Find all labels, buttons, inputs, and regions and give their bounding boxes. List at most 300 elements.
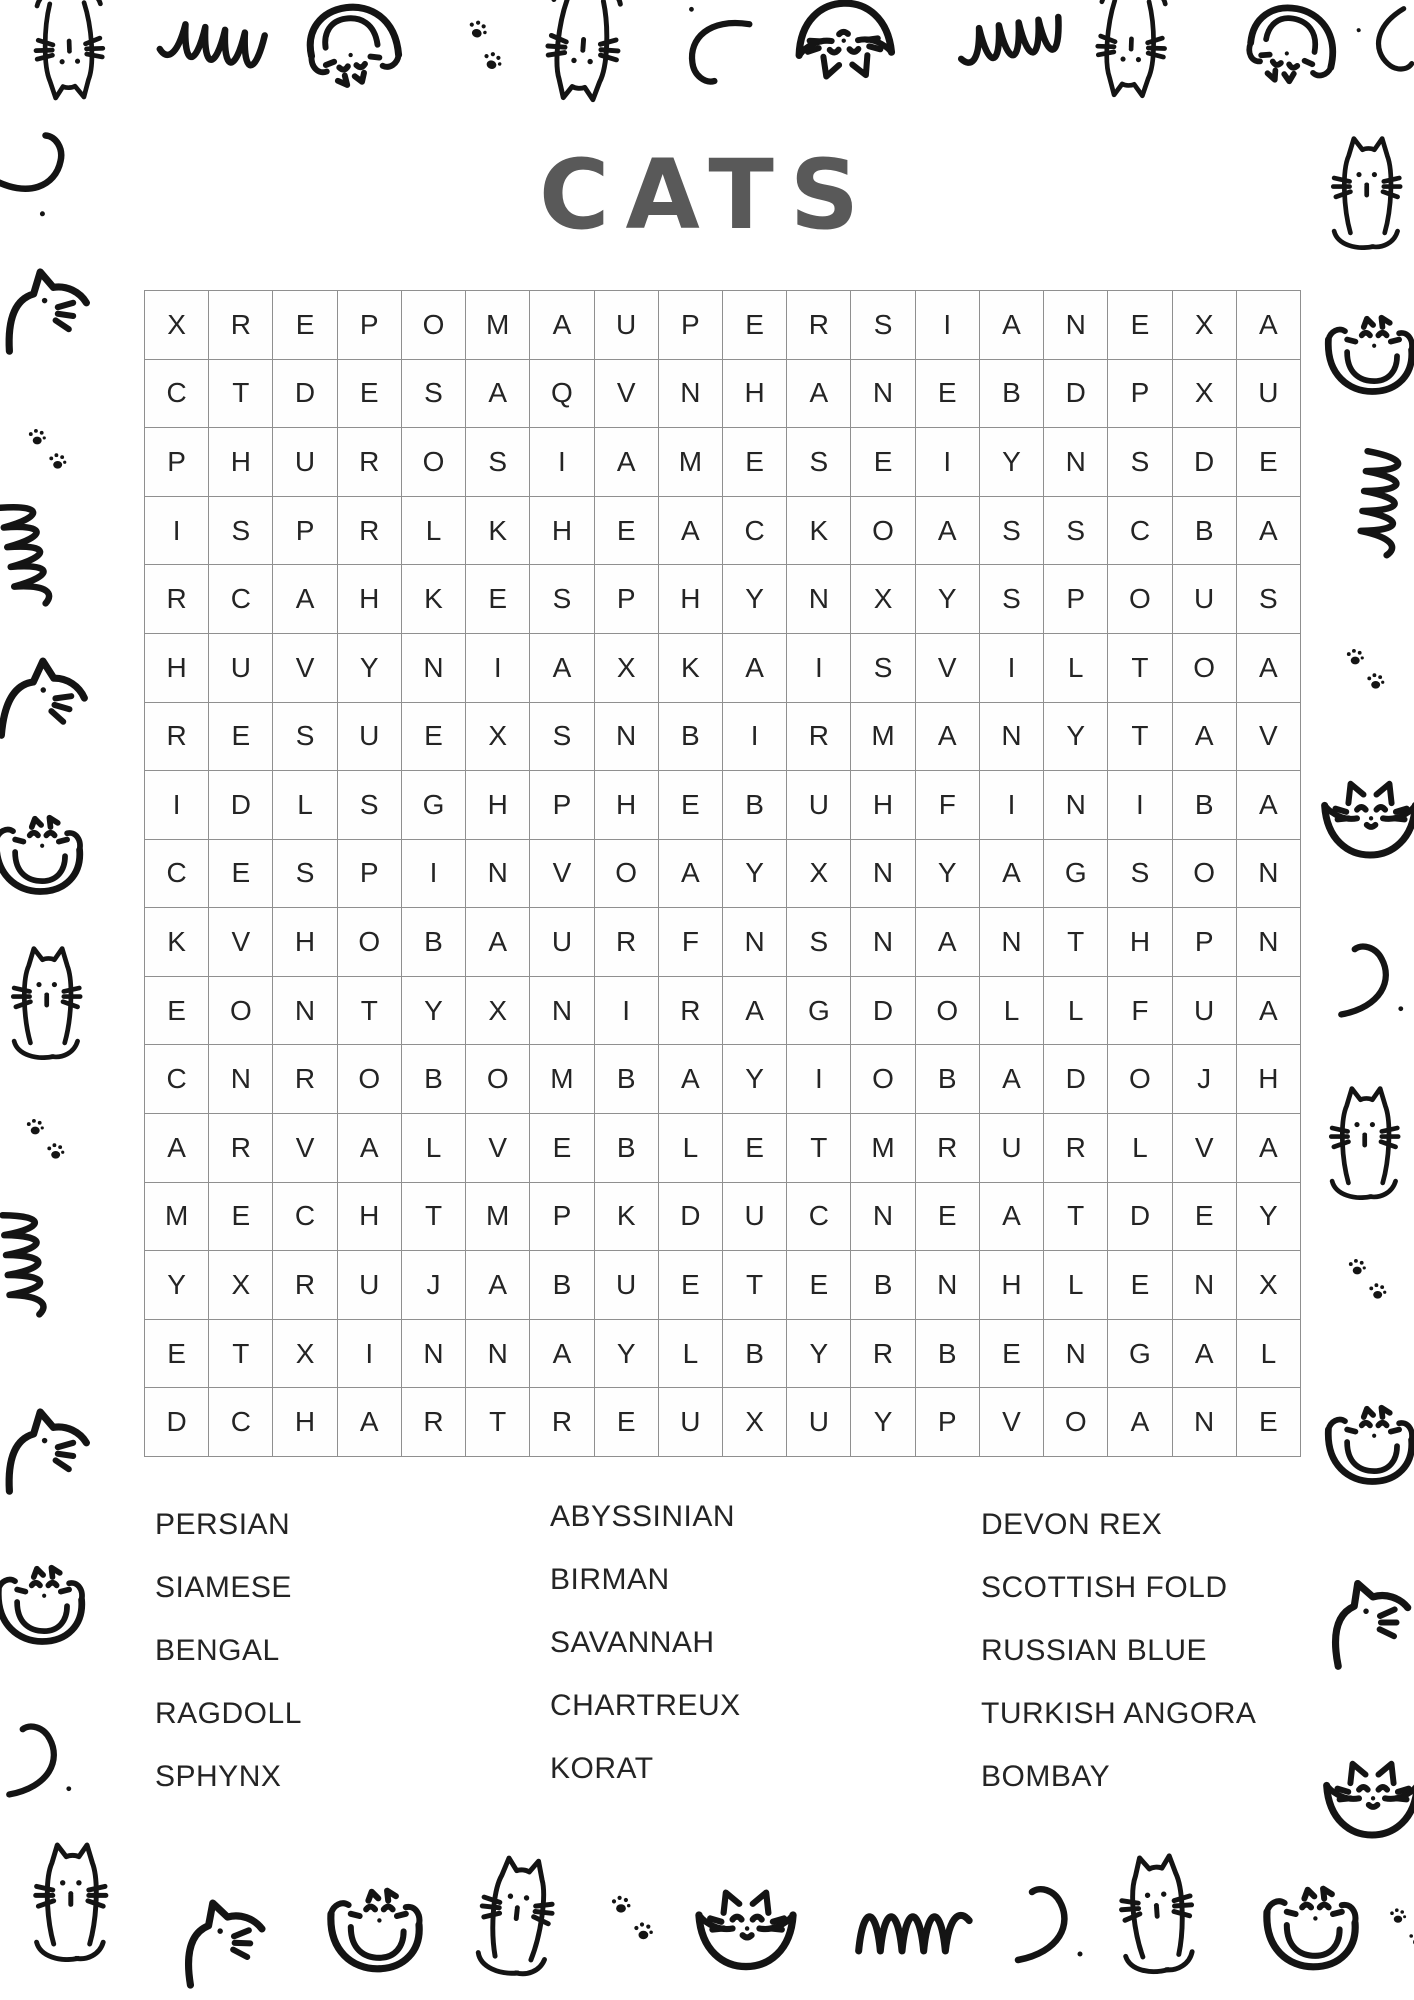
grid-cell[interactable]: O xyxy=(466,1045,530,1114)
grid-cell[interactable]: O xyxy=(1173,840,1237,909)
grid-cell[interactable]: U xyxy=(530,908,594,977)
grid-cell[interactable]: A xyxy=(595,428,659,497)
grid-cell[interactable]: E xyxy=(723,1114,787,1183)
grid-cell[interactable]: H xyxy=(530,497,594,566)
grid-cell[interactable]: A xyxy=(466,1251,530,1320)
grid-cell[interactable]: S xyxy=(273,703,337,772)
grid-cell[interactable]: N xyxy=(466,840,530,909)
grid-cell[interactable]: B xyxy=(530,1251,594,1320)
grid-cell[interactable]: U xyxy=(595,291,659,360)
grid-cell[interactable]: A xyxy=(1237,291,1301,360)
grid-cell[interactable]: N xyxy=(273,977,337,1046)
grid-cell[interactable]: O xyxy=(402,428,466,497)
grid-cell[interactable]: X xyxy=(851,565,915,634)
grid-cell[interactable]: S xyxy=(273,840,337,909)
grid-cell[interactable]: S xyxy=(787,908,851,977)
grid-cell[interactable]: T xyxy=(1108,634,1172,703)
grid-cell[interactable]: I xyxy=(787,1045,851,1114)
grid-cell[interactable]: U xyxy=(723,1183,787,1252)
grid-cell[interactable]: G xyxy=(1108,1320,1172,1389)
grid-cell[interactable]: L xyxy=(1044,977,1108,1046)
grid-cell[interactable]: V xyxy=(530,840,594,909)
grid-cell[interactable]: E xyxy=(1108,1251,1172,1320)
grid-cell[interactable]: M xyxy=(466,1183,530,1252)
grid-cell[interactable]: A xyxy=(1108,1388,1172,1457)
grid-cell[interactable]: E xyxy=(980,1320,1044,1389)
grid-cell[interactable]: E xyxy=(1173,1183,1237,1252)
grid-cell[interactable]: U xyxy=(1173,565,1237,634)
grid-cell[interactable]: A xyxy=(1237,634,1301,703)
grid-cell[interactable]: J xyxy=(402,1251,466,1320)
grid-cell[interactable]: P xyxy=(916,1388,980,1457)
grid-cell[interactable]: N xyxy=(402,634,466,703)
grid-cell[interactable]: S xyxy=(1108,840,1172,909)
grid-cell[interactable]: N xyxy=(1044,291,1108,360)
grid-cell[interactable]: T xyxy=(1044,1183,1108,1252)
grid-cell[interactable]: N xyxy=(851,908,915,977)
grid-cell[interactable]: V xyxy=(1173,1114,1237,1183)
grid-cell[interactable]: T xyxy=(723,1251,787,1320)
grid-cell[interactable]: D xyxy=(145,1388,209,1457)
grid-cell[interactable]: A xyxy=(530,1320,594,1389)
grid-cell[interactable]: E xyxy=(338,360,402,429)
grid-cell[interactable]: Y xyxy=(402,977,466,1046)
grid-cell[interactable]: U xyxy=(980,1114,1044,1183)
grid-cell[interactable]: A xyxy=(980,840,1044,909)
grid-cell[interactable]: T xyxy=(209,360,273,429)
grid-cell[interactable]: V xyxy=(595,360,659,429)
grid-cell[interactable]: C xyxy=(787,1183,851,1252)
grid-cell[interactable]: S xyxy=(1237,565,1301,634)
grid-cell[interactable]: A xyxy=(659,840,723,909)
grid-cell[interactable]: U xyxy=(659,1388,723,1457)
grid-cell[interactable]: A xyxy=(1237,1114,1301,1183)
grid-cell[interactable]: J xyxy=(1173,1045,1237,1114)
grid-cell[interactable]: K xyxy=(466,497,530,566)
grid-cell[interactable]: A xyxy=(916,908,980,977)
grid-cell[interactable]: E xyxy=(1237,428,1301,497)
grid-cell[interactable]: M xyxy=(851,1114,915,1183)
grid-cell[interactable]: Y xyxy=(723,840,787,909)
grid-cell[interactable]: U xyxy=(338,703,402,772)
grid-cell[interactable]: I xyxy=(402,840,466,909)
grid-cell[interactable]: B xyxy=(723,1320,787,1389)
grid-cell[interactable]: C xyxy=(723,497,787,566)
grid-cell[interactable]: X xyxy=(723,1388,787,1457)
grid-cell[interactable]: D xyxy=(1044,360,1108,429)
grid-cell[interactable]: A xyxy=(466,908,530,977)
grid-cell[interactable]: I xyxy=(916,291,980,360)
grid-cell[interactable]: N xyxy=(1237,840,1301,909)
grid-cell[interactable]: I xyxy=(595,977,659,1046)
grid-cell[interactable]: K xyxy=(659,634,723,703)
grid-cell[interactable]: D xyxy=(1044,1045,1108,1114)
grid-cell[interactable]: A xyxy=(916,703,980,772)
grid-cell[interactable]: V xyxy=(916,634,980,703)
grid-cell[interactable]: A xyxy=(1237,977,1301,1046)
grid-cell[interactable]: R xyxy=(338,428,402,497)
grid-cell[interactable]: L xyxy=(1044,1251,1108,1320)
grid-cell[interactable]: E xyxy=(466,565,530,634)
grid-cell[interactable]: H xyxy=(338,1183,402,1252)
grid-cell[interactable]: P xyxy=(273,497,337,566)
grid-cell[interactable]: I xyxy=(787,634,851,703)
grid-cell[interactable]: N xyxy=(723,908,787,977)
grid-cell[interactable]: B xyxy=(659,703,723,772)
grid-cell[interactable]: B xyxy=(595,1045,659,1114)
grid-cell[interactable]: B xyxy=(402,908,466,977)
grid-cell[interactable]: N xyxy=(851,840,915,909)
grid-cell[interactable]: H xyxy=(145,634,209,703)
grid-cell[interactable]: A xyxy=(338,1388,402,1457)
grid-cell[interactable]: S xyxy=(466,428,530,497)
grid-cell[interactable]: D xyxy=(851,977,915,1046)
grid-cell[interactable]: P xyxy=(1108,360,1172,429)
grid-cell[interactable]: H xyxy=(273,1388,337,1457)
grid-cell[interactable]: B xyxy=(851,1251,915,1320)
grid-cell[interactable]: L xyxy=(402,1114,466,1183)
grid-cell[interactable]: O xyxy=(338,908,402,977)
grid-cell[interactable]: B xyxy=(723,771,787,840)
grid-cell[interactable]: N xyxy=(1173,1388,1237,1457)
grid-cell[interactable]: B xyxy=(595,1114,659,1183)
grid-cell[interactable]: E xyxy=(145,977,209,1046)
grid-cell[interactable]: R xyxy=(145,565,209,634)
grid-cell[interactable]: N xyxy=(595,703,659,772)
grid-cell[interactable]: T xyxy=(1108,703,1172,772)
grid-cell[interactable]: S xyxy=(1044,497,1108,566)
grid-cell[interactable]: I xyxy=(723,703,787,772)
grid-cell[interactable]: C xyxy=(1108,497,1172,566)
grid-cell[interactable]: A xyxy=(1173,703,1237,772)
grid-cell[interactable]: T xyxy=(466,1388,530,1457)
grid-cell[interactable]: G xyxy=(402,771,466,840)
grid-cell[interactable]: A xyxy=(145,1114,209,1183)
grid-cell[interactable]: V xyxy=(209,908,273,977)
grid-cell[interactable]: M xyxy=(851,703,915,772)
grid-cell[interactable]: A xyxy=(1173,1320,1237,1389)
grid-cell[interactable]: A xyxy=(787,360,851,429)
grid-cell[interactable]: R xyxy=(659,977,723,1046)
grid-cell[interactable]: E xyxy=(209,1183,273,1252)
grid-cell[interactable]: S xyxy=(338,771,402,840)
grid-cell[interactable]: E xyxy=(659,1251,723,1320)
grid-cell[interactable]: I xyxy=(145,497,209,566)
grid-cell[interactable]: Y xyxy=(916,565,980,634)
grid-cell[interactable]: V xyxy=(1237,703,1301,772)
grid-cell[interactable]: M xyxy=(659,428,723,497)
grid-cell[interactable]: N xyxy=(209,1045,273,1114)
grid-cell[interactable]: S xyxy=(530,703,594,772)
grid-cell[interactable]: P xyxy=(530,771,594,840)
grid-cell[interactable]: A xyxy=(530,634,594,703)
grid-cell[interactable]: O xyxy=(209,977,273,1046)
grid-cell[interactable]: A xyxy=(1237,771,1301,840)
grid-cell[interactable]: S xyxy=(980,565,1044,634)
grid-cell[interactable]: H xyxy=(209,428,273,497)
grid-cell[interactable]: X xyxy=(273,1320,337,1389)
grid-cell[interactable]: O xyxy=(916,977,980,1046)
grid-cell[interactable]: I xyxy=(530,428,594,497)
grid-cell[interactable]: R xyxy=(787,291,851,360)
grid-cell[interactable]: L xyxy=(1237,1320,1301,1389)
grid-cell[interactable]: A xyxy=(659,497,723,566)
grid-cell[interactable]: H xyxy=(1237,1045,1301,1114)
grid-cell[interactable]: M xyxy=(466,291,530,360)
grid-cell[interactable]: E xyxy=(723,428,787,497)
grid-cell[interactable]: D xyxy=(1108,1183,1172,1252)
grid-cell[interactable]: V xyxy=(466,1114,530,1183)
grid-cell[interactable]: O xyxy=(1044,1388,1108,1457)
grid-cell[interactable]: E xyxy=(209,703,273,772)
grid-cell[interactable]: S xyxy=(1108,428,1172,497)
grid-cell[interactable]: R xyxy=(209,291,273,360)
grid-cell[interactable]: R xyxy=(145,703,209,772)
grid-cell[interactable]: E xyxy=(916,1183,980,1252)
grid-cell[interactable]: E xyxy=(530,1114,594,1183)
grid-cell[interactable]: E xyxy=(659,771,723,840)
grid-cell[interactable]: F xyxy=(1108,977,1172,1046)
grid-cell[interactable]: H xyxy=(723,360,787,429)
grid-cell[interactable]: D xyxy=(1173,428,1237,497)
grid-cell[interactable]: B xyxy=(980,360,1044,429)
grid-cell[interactable]: X xyxy=(595,634,659,703)
grid-cell[interactable]: U xyxy=(338,1251,402,1320)
grid-cell[interactable]: L xyxy=(659,1114,723,1183)
grid-cell[interactable]: A xyxy=(530,291,594,360)
grid-cell[interactable]: L xyxy=(1044,634,1108,703)
grid-cell[interactable]: D xyxy=(659,1183,723,1252)
grid-cell[interactable]: U xyxy=(787,771,851,840)
grid-cell[interactable]: I xyxy=(338,1320,402,1389)
grid-cell[interactable]: Y xyxy=(145,1251,209,1320)
grid-cell[interactable]: A xyxy=(980,1045,1044,1114)
grid-cell[interactable]: P xyxy=(1173,908,1237,977)
grid-cell[interactable]: U xyxy=(1173,977,1237,1046)
grid-cell[interactable]: P xyxy=(595,565,659,634)
grid-cell[interactable]: A xyxy=(723,634,787,703)
grid-cell[interactable]: V xyxy=(273,634,337,703)
grid-cell[interactable]: N xyxy=(851,1183,915,1252)
grid-cell[interactable]: X xyxy=(466,703,530,772)
grid-cell[interactable]: V xyxy=(980,1388,1044,1457)
grid-cell[interactable]: G xyxy=(787,977,851,1046)
grid-cell[interactable]: I xyxy=(980,634,1044,703)
grid-cell[interactable]: T xyxy=(338,977,402,1046)
grid-cell[interactable]: E xyxy=(273,291,337,360)
grid-cell[interactable]: N xyxy=(1237,908,1301,977)
grid-cell[interactable]: S xyxy=(530,565,594,634)
grid-cell[interactable]: O xyxy=(1108,565,1172,634)
grid-cell[interactable]: X xyxy=(1173,291,1237,360)
grid-cell[interactable]: P xyxy=(1044,565,1108,634)
grid-cell[interactable]: B xyxy=(916,1320,980,1389)
grid-cell[interactable]: Y xyxy=(916,840,980,909)
grid-cell[interactable]: P xyxy=(530,1183,594,1252)
grid-cell[interactable]: E xyxy=(1108,291,1172,360)
grid-cell[interactable]: T xyxy=(787,1114,851,1183)
grid-cell[interactable]: F xyxy=(659,908,723,977)
grid-cell[interactable]: R xyxy=(273,1045,337,1114)
grid-cell[interactable]: B xyxy=(402,1045,466,1114)
grid-cell[interactable]: H xyxy=(273,908,337,977)
grid-cell[interactable]: P xyxy=(659,291,723,360)
grid-cell[interactable]: C xyxy=(273,1183,337,1252)
grid-cell[interactable]: E xyxy=(209,840,273,909)
grid-cell[interactable]: S xyxy=(851,291,915,360)
grid-cell[interactable]: C xyxy=(209,1388,273,1457)
grid-cell[interactable]: K xyxy=(145,908,209,977)
grid-cell[interactable]: R xyxy=(595,908,659,977)
grid-cell[interactable]: L xyxy=(1108,1114,1172,1183)
grid-cell[interactable]: Y xyxy=(723,1045,787,1114)
grid-cell[interactable]: H xyxy=(980,1251,1044,1320)
grid-cell[interactable]: N xyxy=(1173,1251,1237,1320)
grid-cell[interactable]: H xyxy=(338,565,402,634)
grid-cell[interactable]: V xyxy=(273,1114,337,1183)
grid-cell[interactable]: E xyxy=(723,291,787,360)
grid-cell[interactable]: X xyxy=(209,1251,273,1320)
grid-cell[interactable]: Q xyxy=(530,360,594,429)
grid-cell[interactable]: R xyxy=(851,1320,915,1389)
grid-cell[interactable]: S xyxy=(787,428,851,497)
grid-cell[interactable]: P xyxy=(145,428,209,497)
grid-cell[interactable]: R xyxy=(209,1114,273,1183)
grid-cell[interactable]: Y xyxy=(787,1320,851,1389)
grid-cell[interactable]: H xyxy=(659,565,723,634)
grid-cell[interactable]: A xyxy=(723,977,787,1046)
grid-cell[interactable]: I xyxy=(980,771,1044,840)
grid-cell[interactable]: O xyxy=(338,1045,402,1114)
grid-cell[interactable]: K xyxy=(595,1183,659,1252)
grid-cell[interactable]: U xyxy=(1237,360,1301,429)
grid-cell[interactable]: S xyxy=(209,497,273,566)
grid-cell[interactable]: O xyxy=(1173,634,1237,703)
grid-cell[interactable]: X xyxy=(787,840,851,909)
grid-cell[interactable]: L xyxy=(273,771,337,840)
grid-cell[interactable]: E xyxy=(851,428,915,497)
grid-cell[interactable]: A xyxy=(466,360,530,429)
grid-cell[interactable]: K xyxy=(402,565,466,634)
grid-cell[interactable]: Y xyxy=(595,1320,659,1389)
grid-cell[interactable]: R xyxy=(1044,1114,1108,1183)
grid-cell[interactable]: R xyxy=(916,1114,980,1183)
grid-cell[interactable]: R xyxy=(338,497,402,566)
grid-cell[interactable]: H xyxy=(466,771,530,840)
grid-cell[interactable]: R xyxy=(402,1388,466,1457)
grid-cell[interactable]: U xyxy=(273,428,337,497)
grid-cell[interactable]: I xyxy=(916,428,980,497)
grid-cell[interactable]: E xyxy=(1237,1388,1301,1457)
grid-cell[interactable]: E xyxy=(595,497,659,566)
grid-cell[interactable]: C xyxy=(209,565,273,634)
grid-cell[interactable]: H xyxy=(1108,908,1172,977)
grid-cell[interactable]: N xyxy=(1044,771,1108,840)
grid-cell[interactable]: O xyxy=(851,497,915,566)
grid-cell[interactable]: N xyxy=(980,908,1044,977)
grid-cell[interactable]: X xyxy=(145,291,209,360)
grid-cell[interactable]: X xyxy=(1237,1251,1301,1320)
grid-cell[interactable]: T xyxy=(402,1183,466,1252)
grid-cell[interactable]: A xyxy=(338,1114,402,1183)
grid-cell[interactable]: R xyxy=(530,1388,594,1457)
grid-cell[interactable]: H xyxy=(851,771,915,840)
grid-cell[interactable]: E xyxy=(595,1388,659,1457)
grid-cell[interactable]: N xyxy=(916,1251,980,1320)
grid-cell[interactable]: E xyxy=(916,360,980,429)
grid-cell[interactable]: C xyxy=(145,360,209,429)
grid-cell[interactable]: S xyxy=(980,497,1044,566)
grid-cell[interactable]: N xyxy=(980,703,1044,772)
grid-cell[interactable]: R xyxy=(787,703,851,772)
grid-cell[interactable]: A xyxy=(1237,497,1301,566)
grid-cell[interactable]: N xyxy=(466,1320,530,1389)
grid-cell[interactable]: D xyxy=(273,360,337,429)
grid-cell[interactable]: A xyxy=(980,1183,1044,1252)
grid-cell[interactable]: L xyxy=(980,977,1044,1046)
grid-cell[interactable]: M xyxy=(530,1045,594,1114)
grid-cell[interactable]: D xyxy=(209,771,273,840)
grid-cell[interactable]: O xyxy=(402,291,466,360)
grid-cell[interactable]: S xyxy=(851,634,915,703)
grid-cell[interactable]: X xyxy=(466,977,530,1046)
grid-cell[interactable]: U xyxy=(787,1388,851,1457)
grid-cell[interactable]: E xyxy=(145,1320,209,1389)
grid-cell[interactable]: B xyxy=(1173,771,1237,840)
grid-cell[interactable]: I xyxy=(466,634,530,703)
grid-cell[interactable]: N xyxy=(659,360,723,429)
grid-cell[interactable]: B xyxy=(1173,497,1237,566)
grid-cell[interactable]: H xyxy=(595,771,659,840)
grid-cell[interactable]: T xyxy=(1044,908,1108,977)
grid-cell[interactable]: A xyxy=(916,497,980,566)
grid-cell[interactable]: U xyxy=(209,634,273,703)
grid-cell[interactable]: Y xyxy=(338,634,402,703)
grid-cell[interactable]: I xyxy=(145,771,209,840)
grid-cell[interactable]: A xyxy=(273,565,337,634)
grid-cell[interactable]: M xyxy=(145,1183,209,1252)
grid-cell[interactable]: F xyxy=(916,771,980,840)
grid-cell[interactable]: A xyxy=(659,1045,723,1114)
grid-cell[interactable]: P xyxy=(338,840,402,909)
grid-cell[interactable]: A xyxy=(980,291,1044,360)
grid-cell[interactable]: K xyxy=(787,497,851,566)
grid-cell[interactable]: Y xyxy=(980,428,1044,497)
grid-cell[interactable]: Y xyxy=(1237,1183,1301,1252)
grid-cell[interactable]: N xyxy=(530,977,594,1046)
grid-cell[interactable]: O xyxy=(1108,1045,1172,1114)
grid-cell[interactable]: O xyxy=(851,1045,915,1114)
grid-cell[interactable]: Y xyxy=(1044,703,1108,772)
grid-cell[interactable]: U xyxy=(595,1251,659,1320)
grid-cell[interactable]: N xyxy=(851,360,915,429)
grid-cell[interactable]: E xyxy=(402,703,466,772)
grid-cell[interactable]: N xyxy=(1044,428,1108,497)
grid-cell[interactable]: P xyxy=(338,291,402,360)
grid-cell[interactable]: N xyxy=(1044,1320,1108,1389)
grid-cell[interactable]: T xyxy=(209,1320,273,1389)
grid-cell[interactable]: G xyxy=(1044,840,1108,909)
grid-cell[interactable]: I xyxy=(1108,771,1172,840)
grid-cell[interactable]: Y xyxy=(723,565,787,634)
grid-cell[interactable]: X xyxy=(1173,360,1237,429)
grid-cell[interactable]: C xyxy=(145,1045,209,1114)
grid-cell[interactable]: B xyxy=(916,1045,980,1114)
grid-cell[interactable]: N xyxy=(787,565,851,634)
grid-cell[interactable]: Y xyxy=(851,1388,915,1457)
grid-cell[interactable]: C xyxy=(145,840,209,909)
grid-cell[interactable]: E xyxy=(787,1251,851,1320)
